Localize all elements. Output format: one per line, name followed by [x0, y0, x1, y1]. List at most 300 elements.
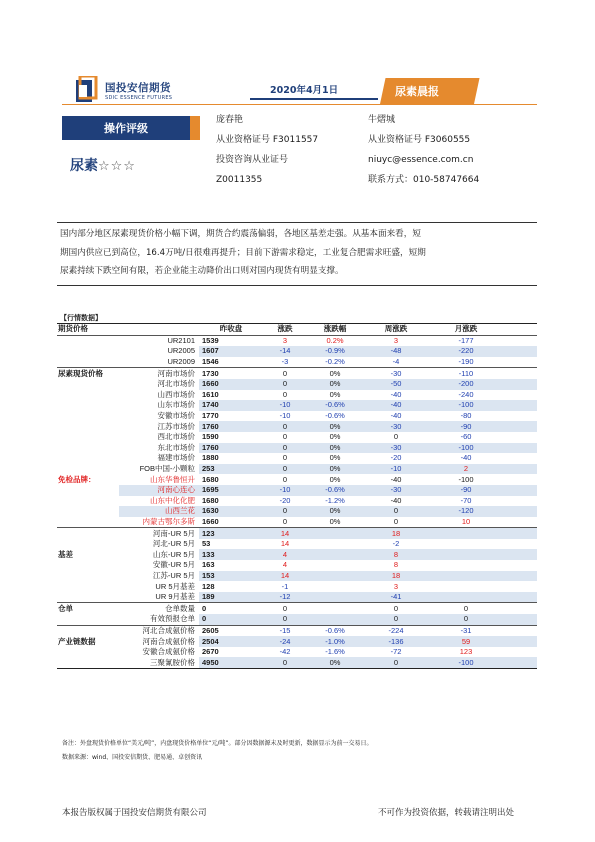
- row-item: 山西市场价: [157, 389, 195, 399]
- row-change: 0: [282, 432, 288, 442]
- row-change-pct: -0.6%: [309, 625, 361, 636]
- row-change-pct: [309, 528, 361, 539]
- row-close: 4950: [199, 657, 261, 668]
- row-change: 0: [261, 506, 309, 517]
- row-week-change: -20: [390, 453, 402, 463]
- analyst-consult-label: 投资咨询从业证号: [216, 155, 289, 165]
- row-change-pct: -1.0%: [309, 636, 361, 647]
- header-close: 昨收盘: [199, 324, 261, 336]
- row-spacer: [501, 560, 537, 571]
- logo-english-name: SDIC ESSENCE FUTURES: [105, 95, 173, 101]
- row-change: 0: [261, 657, 309, 668]
- row-change: -12: [261, 592, 309, 603]
- footer-copyright: 本报告版权属于国投安信期货有限公司: [62, 808, 207, 818]
- row-month-change: -60: [460, 432, 472, 442]
- row-month-change: -240: [458, 389, 474, 399]
- row-week-change: -40: [390, 389, 402, 399]
- row-item: 河南心连心: [119, 485, 199, 496]
- table-row: [57, 581, 537, 592]
- row-change: 14: [261, 528, 309, 539]
- row-spacer: [501, 368, 537, 379]
- row-month-change: 123: [459, 647, 473, 657]
- row-category: [57, 400, 119, 411]
- row-close: 123: [199, 528, 261, 539]
- row-category: 仓单: [57, 603, 119, 614]
- row-change: 4: [261, 549, 309, 560]
- row-month-change: -90: [431, 421, 501, 432]
- row-item: 山东华鲁恒升: [150, 474, 195, 484]
- header-week-change: 周涨跌: [361, 324, 431, 336]
- table-row: [57, 411, 537, 422]
- row-week-change: -4: [392, 357, 400, 367]
- row-change-pct: -1.2%: [325, 495, 345, 505]
- row-week-change: -30: [361, 421, 431, 432]
- row-item: 山东中化化肥: [150, 495, 195, 505]
- row-item: 有效预报仓单: [150, 614, 195, 624]
- table-row: [57, 657, 537, 668]
- header-category: 期货价格: [57, 324, 119, 336]
- row-category: [57, 346, 119, 357]
- row-change: -20: [279, 495, 291, 505]
- rating-title: 操作评级: [104, 122, 148, 135]
- row-week-change: 0: [361, 506, 431, 517]
- row-spacer: [501, 581, 537, 592]
- row-category: [57, 432, 119, 443]
- summary-text: [60, 225, 534, 281]
- row-spacer: [501, 496, 537, 507]
- row-month-change: [431, 592, 501, 603]
- footer-disclaimer: 不可作为投资依据，转载请注明出处: [378, 808, 515, 818]
- row-close: 1770: [202, 411, 219, 421]
- row-item: 河北-UR 5月: [152, 539, 195, 549]
- row-category: [57, 453, 119, 464]
- row-category: 免检品牌：: [58, 474, 96, 484]
- row-change: 4: [282, 560, 288, 570]
- row-week-change: -136: [361, 636, 431, 647]
- row-month-change: [431, 549, 501, 560]
- report-date: 2020年4月1日: [270, 85, 339, 96]
- row-month-change: -80: [460, 411, 472, 421]
- row-month-change: -190: [458, 357, 474, 367]
- row-item: 三聚氰胺价格: [119, 657, 199, 668]
- row-spacer: [501, 592, 537, 603]
- row-change-pct: -1.6%: [325, 647, 345, 657]
- table-row: [57, 636, 537, 647]
- analyst-name: 庞春艳: [216, 115, 244, 125]
- row-change-pct: 0%: [309, 421, 361, 432]
- row-week-change: -224: [361, 625, 431, 636]
- table-row: [57, 390, 537, 401]
- row-category: [57, 539, 119, 550]
- table-row: [57, 528, 537, 539]
- row-change-pct: [309, 539, 361, 550]
- table-row: [57, 592, 537, 603]
- row-category: [57, 390, 119, 401]
- row-month-change: -40: [460, 453, 472, 463]
- row-week-change: 0: [393, 516, 399, 526]
- analyst-license: 从业资格证号 F3011557: [216, 135, 319, 145]
- row-month-change: [431, 581, 501, 592]
- row-close: 2670: [202, 647, 219, 657]
- row-category: [57, 517, 119, 528]
- row-month-change: [431, 560, 501, 571]
- row-week-change: -72: [390, 647, 402, 657]
- row-item: UR2009: [167, 357, 195, 367]
- row-category: [57, 357, 119, 368]
- row-month-change: -31: [431, 625, 501, 636]
- row-change-pct: 0%: [329, 432, 341, 442]
- product-rating: [70, 155, 136, 175]
- row-change-pct: [309, 560, 361, 571]
- row-month-change: -120: [431, 506, 501, 517]
- row-spacer: [501, 657, 537, 668]
- row-category: [57, 443, 119, 454]
- row-month-change: 59: [431, 636, 501, 647]
- row-spacer: [501, 517, 537, 528]
- table-row: [57, 443, 537, 454]
- row-category: [57, 411, 119, 422]
- row-month-change: 10: [461, 516, 471, 526]
- row-change: 14: [280, 539, 290, 549]
- analyst-card-1: [216, 110, 318, 190]
- row-close: 1610: [202, 389, 219, 399]
- table-header-row: [57, 324, 537, 336]
- row-change-pct: -0.9%: [309, 346, 361, 357]
- analyst-name: 牛熠城: [368, 115, 396, 125]
- row-category: [57, 528, 119, 539]
- row-week-change: -2: [392, 539, 400, 549]
- row-item: 江苏市场价: [157, 421, 195, 431]
- row-close: 1660: [202, 516, 219, 526]
- row-change-pct: -0.6%: [325, 411, 345, 421]
- row-close: 1695: [199, 485, 261, 496]
- analyst-email[interactable]: niuyc@essence.com.cn: [368, 155, 474, 165]
- table-note: 备注：外盘现货价格单位“美元/吨”，内盘现货价格单位“元/吨”。部分因数据源未及时更新，数据显示为前一交易日。: [62, 740, 373, 747]
- row-change-pct: -0.6%: [309, 485, 361, 496]
- row-spacer: [501, 411, 537, 422]
- row-week-change: -40: [390, 474, 402, 484]
- row-category: [57, 592, 119, 603]
- row-change-pct: [309, 603, 361, 614]
- row-close: 1660: [199, 379, 261, 390]
- row-category: [57, 581, 119, 592]
- row-category: [57, 464, 119, 475]
- row-change: 3: [282, 335, 288, 345]
- header-change: 涨跌: [261, 324, 309, 336]
- table-row: [57, 474, 537, 485]
- row-item: FOB中国-小颗粒: [139, 464, 195, 474]
- row-close: 163: [202, 560, 215, 570]
- row-month-change: -200: [431, 379, 501, 390]
- table-row: [57, 400, 537, 411]
- row-item: 山东-UR 5月: [152, 549, 195, 559]
- market-data-title: 【行情数据】: [60, 314, 102, 322]
- row-change: 0: [261, 603, 309, 614]
- header-change-pct: 涨跌幅: [309, 324, 361, 336]
- row-spacer: [501, 506, 537, 517]
- row-spacer: [501, 443, 537, 454]
- row-item: 东北市场价: [157, 442, 195, 452]
- row-spacer: [501, 474, 537, 485]
- row-week-change: 8: [393, 560, 399, 570]
- row-change-pct: 0%: [309, 443, 361, 454]
- table-row: [57, 549, 537, 560]
- row-item: UR 5月基差: [155, 581, 195, 591]
- row-item: 江苏-UR 5月: [152, 570, 195, 580]
- row-item: UR2005: [167, 346, 195, 356]
- analyst-license: 从业资格证号 F3060555: [368, 135, 471, 145]
- table-row: [57, 625, 537, 636]
- row-week-change: 3: [393, 581, 399, 591]
- analyst-consult-id: Z0011355: [216, 175, 263, 185]
- row-item: 安徽市场价: [157, 411, 195, 421]
- row-month-change: -90: [431, 485, 501, 496]
- row-change-pct: [309, 581, 361, 592]
- row-spacer: [501, 636, 537, 647]
- row-week-change: -40: [361, 400, 431, 411]
- table-row: [57, 560, 537, 571]
- table-row: [57, 335, 537, 346]
- row-category: [57, 485, 119, 496]
- row-week-change: 0: [361, 603, 431, 614]
- table-row: [57, 453, 537, 464]
- row-month-change: 0: [431, 603, 501, 614]
- row-spacer: [501, 390, 537, 401]
- row-change: 0: [261, 464, 309, 475]
- row-close: 1680: [202, 495, 219, 505]
- row-spacer: [501, 485, 537, 496]
- table-row: [57, 421, 537, 432]
- row-change-pct: -0.6%: [309, 400, 361, 411]
- row-spacer: [501, 614, 537, 625]
- row-month-change: -100: [431, 657, 501, 668]
- row-close: 1730: [199, 368, 261, 379]
- row-spacer: [501, 421, 537, 432]
- row-item: 内蒙古鄂尔多斯: [142, 516, 195, 526]
- row-change-pct: [309, 571, 361, 582]
- table-row: [57, 517, 537, 528]
- row-change: -42: [279, 647, 291, 657]
- row-change: -1: [281, 581, 289, 591]
- table-row: [57, 346, 537, 357]
- row-spacer: [501, 453, 537, 464]
- row-category: [57, 379, 119, 390]
- row-spacer: [501, 379, 537, 390]
- row-change: -14: [261, 346, 309, 357]
- row-change: 0: [282, 474, 288, 484]
- analyst-card-2: [368, 110, 479, 190]
- row-month-change: -220: [431, 346, 501, 357]
- date-underline: [250, 98, 378, 100]
- row-category: [57, 657, 119, 668]
- row-close: 1760: [199, 421, 261, 432]
- header-divider: [62, 104, 537, 105]
- data-source-note: 数据来源：wind、国投安信期货、肥易通、卓创资讯: [62, 754, 203, 761]
- row-week-change: -40: [390, 495, 402, 505]
- row-close: 1539: [202, 335, 219, 345]
- row-change: 0: [261, 421, 309, 432]
- row-month-change: -177: [458, 335, 474, 345]
- row-spacer: [501, 346, 537, 357]
- row-close: 1740: [199, 400, 261, 411]
- header-month-change: 月涨跌: [431, 324, 501, 336]
- row-change: 14: [261, 571, 309, 582]
- row-item: 山西兰花: [119, 506, 199, 517]
- row-month-change: [431, 528, 501, 539]
- row-change: -10: [261, 400, 309, 411]
- table-row: [57, 464, 537, 475]
- report-type-label: 尿素晨报: [395, 85, 439, 98]
- row-category: [57, 496, 119, 507]
- row-item: UR 9月基差: [155, 592, 195, 602]
- row-month-change: -70: [460, 495, 472, 505]
- row-change-pct: 0%: [309, 368, 361, 379]
- row-change: -3: [281, 357, 289, 367]
- row-close: 1607: [199, 346, 261, 357]
- row-week-change: -50: [361, 379, 431, 390]
- row-spacer: [501, 647, 537, 658]
- row-close: 2504: [199, 636, 261, 647]
- row-item: 河南市场价: [119, 368, 199, 379]
- row-spacer: [501, 571, 537, 582]
- company-logo-icon: [76, 76, 102, 104]
- summary-line: 期国内供应已到高位，16.4万吨/日很难再提升；目前下游需求稳定，工业复合肥需求旺盛，短期: [60, 247, 426, 258]
- row-change-pct: 0%: [309, 657, 361, 668]
- row-change: 0: [261, 368, 309, 379]
- row-spacer: [501, 432, 537, 443]
- row-close: 1546: [202, 357, 219, 367]
- row-close: 153: [199, 571, 261, 582]
- row-month-change: [431, 539, 501, 550]
- row-item: 山东市场价: [157, 400, 195, 410]
- table-row: [57, 379, 537, 390]
- row-change-pct: 0.2%: [326, 335, 344, 345]
- logo-name: 国投安信期货: [105, 82, 171, 94]
- table-row: [57, 496, 537, 507]
- row-week-change: 3: [393, 335, 399, 345]
- row-item: 河北市场价: [157, 379, 195, 389]
- row-week-change: 0: [361, 614, 431, 625]
- table-row: [57, 432, 537, 443]
- row-close: 0: [199, 603, 261, 614]
- row-close: 2605: [199, 625, 261, 636]
- row-change: 0: [261, 379, 309, 390]
- row-change-pct: 0%: [309, 506, 361, 517]
- table-row: [57, 647, 537, 658]
- analyst-contact: 联系方式：010-58747664: [368, 175, 480, 185]
- row-close: 53: [202, 539, 211, 549]
- row-item: 河南合成氨价格: [142, 636, 195, 646]
- row-change: -10: [261, 485, 309, 496]
- row-item: 西北市场价: [157, 432, 195, 442]
- row-month-change: 2: [431, 464, 501, 475]
- summary-line: 国内部分地区尿素现货价格小幅下调，期货合约震荡偏弱，各地区基差走强。从基本面来看，短: [60, 229, 421, 239]
- row-month-change: [431, 571, 501, 582]
- row-month-change: -110: [431, 368, 501, 379]
- row-spacer: [501, 357, 537, 368]
- row-spacer: [501, 335, 537, 346]
- row-close: 133: [199, 549, 261, 560]
- row-spacer: [501, 400, 537, 411]
- table-row: [57, 571, 537, 582]
- row-category: [57, 335, 119, 346]
- row-change-pct: [309, 614, 361, 625]
- row-item: 安徽合成氨价格: [142, 647, 195, 657]
- table-row: [57, 357, 537, 368]
- table-row: [57, 614, 537, 625]
- row-change-pct: 0%: [329, 516, 341, 526]
- row-change-pct: 0%: [329, 389, 341, 399]
- row-item: 河北合成氨价格: [119, 625, 199, 636]
- row-spacer: [501, 528, 537, 539]
- row-category: [57, 560, 119, 571]
- row-spacer: [501, 603, 537, 614]
- table-row: [57, 603, 537, 614]
- row-week-change: -10: [361, 464, 431, 475]
- row-category: 尿素现货价格: [57, 368, 119, 379]
- row-close: 1680: [202, 474, 219, 484]
- row-week-change: -48: [361, 346, 431, 357]
- market-data-table: [57, 323, 537, 669]
- row-item: 福建市场价: [157, 453, 195, 463]
- row-spacer: [501, 549, 537, 560]
- row-week-change: -30: [361, 443, 431, 454]
- row-week-change: 0: [361, 657, 431, 668]
- table-row: [57, 539, 537, 550]
- row-close: 1760: [199, 443, 261, 454]
- row-item: 仓单数量: [119, 603, 199, 614]
- row-close: 189: [199, 592, 261, 603]
- row-week-change: -41: [361, 592, 431, 603]
- row-week-change: -30: [361, 485, 431, 496]
- row-change: 0: [282, 453, 288, 463]
- row-spacer: [501, 625, 537, 636]
- row-week-change: -30: [361, 368, 431, 379]
- row-item: 安徽-UR 5月: [152, 560, 195, 570]
- product-name: 尿素: [70, 158, 98, 174]
- row-change-pct: -0.2%: [325, 357, 345, 367]
- row-change-pct: 0%: [309, 464, 361, 475]
- row-item: UR2101: [167, 335, 195, 345]
- table-row: [57, 368, 537, 379]
- row-category: [57, 614, 119, 625]
- row-change: 0: [261, 614, 309, 625]
- row-category: [57, 506, 119, 517]
- row-close: 1630: [199, 506, 261, 517]
- row-change-pct: 0%: [329, 453, 341, 463]
- row-week-change: 0: [393, 432, 399, 442]
- row-category: 基差: [58, 549, 73, 559]
- row-spacer: [501, 539, 537, 550]
- row-month-change: -100: [431, 443, 501, 454]
- row-spacer: [501, 464, 537, 475]
- row-change: -15: [261, 625, 309, 636]
- row-change-pct: [309, 549, 361, 560]
- rating-stars: ☆☆☆: [98, 159, 136, 174]
- row-category: [57, 421, 119, 432]
- row-change-pct: 0%: [329, 474, 341, 484]
- row-week-change: 8: [361, 549, 431, 560]
- row-week-change: -40: [390, 411, 402, 421]
- row-month-change: 0: [431, 614, 501, 625]
- row-month-change: -100: [458, 474, 474, 484]
- row-week-change: 18: [361, 528, 431, 539]
- row-change: 0: [282, 516, 288, 526]
- row-close: 128: [202, 581, 215, 591]
- row-item: 河南-UR 5月: [119, 528, 199, 539]
- row-close: 1880: [202, 453, 219, 463]
- table-row: [57, 485, 537, 496]
